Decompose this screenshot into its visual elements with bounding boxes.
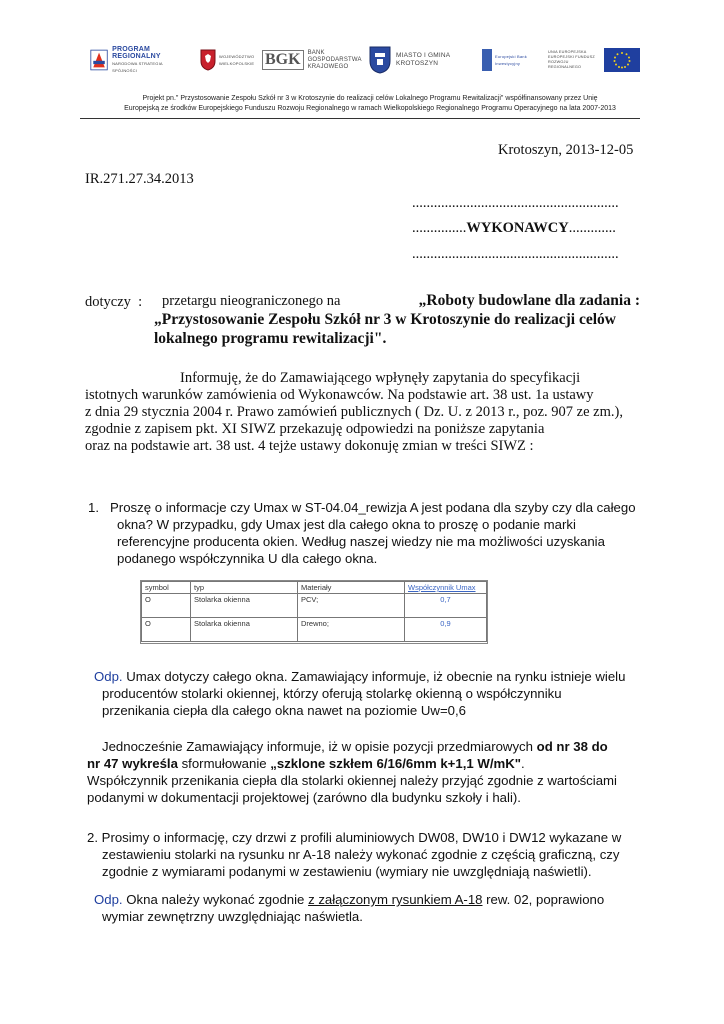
project-caption-line1: Projekt pn." Przystosowanie Zespołu Szkół nr 3 w Krotoszynie do realizacji celów Lokalnego Programu Rewitalizacji" współfinansowany przez Unię [142,95,598,102]
table-cell: Stolarka okienna [191,594,298,618]
city-crest-icon [368,45,392,75]
a1-p2-line-1 [102,738,608,756]
a1-p2-line-4: podanymi w dokumentacji projektowej (zarówno dla budynku szkoły i hali). [87,790,521,805]
a1-p2-bold-strike: nr 47 wykreśla [87,756,178,771]
a1-line-2: producentów stolarki okiennej, którzy oferują stolarkę okienną o współczynniku [102,686,562,701]
a1-p2-line-3: Współczynnik przenikania ciepła dla stolarki okiennej należy przyjąć zgodnie z wartościami [87,773,617,788]
address-line-1: ......................................................... [412,195,619,211]
subject-label-text: dotyczy [85,294,131,310]
table-cell: PCV; [298,594,405,618]
intro-line-3: z dnia 29 stycznia 2004 r. Prawo zamówień publicznych ( Dz. U. z 2013 r., poz. 907 ze zm.), [85,404,623,420]
table-cell: 0,9 [405,618,487,642]
krotoszyn-text: MIASTO I GMINA KROTOSZYN [396,52,450,67]
reference-number: IR.271.27.34.2013 [85,171,194,187]
table-header-cell: symbol [142,582,191,594]
ebi-logo [482,42,532,78]
subject-title-2: „Przystosowanie Zespołu Szkół nr 3 w Krotoszynie do realizacji celów [154,311,616,328]
q1-line-3: referencyjne producenta okien. Według naszej wiedzy nie ma możliwości uzyskania [117,534,605,549]
intro-line-1: Informuję, że do Zamawiającego wpłynęły zapytania do specyfikacji [180,370,581,386]
table-row [142,594,487,618]
table-header-cell: Współczynnik Umax [405,582,487,594]
table-cell: O [142,594,191,618]
q1-line-2: okna? W przypadku, gdy Umax jest dla całego okna to proszę o podanie marki [117,517,576,532]
answer-label: Odp. [94,892,123,907]
table-cell: 0,7 [405,594,487,618]
answer-label: Odp. [94,669,123,684]
a1-p2-period: . [521,756,525,771]
ebi-icon [482,49,492,71]
table-header-cell: Materiały [298,582,405,594]
a1-p2-bold-range: od nr 38 do [536,739,608,754]
table-cell: O [142,618,191,642]
window-table [141,581,487,642]
a1-p2-line-2 [87,755,525,773]
q1-line-4: podanego współczynnika U dla całego okna. [117,551,378,566]
intro-line-2: istotnych warunków zamówienia od Wykonawców. Na podstawie art. 38 ust. 1a ustawy [85,387,594,403]
subject-title-1: „Roboty budowlane dla zadania : [418,292,640,309]
address-prefix: ............... [412,220,467,236]
addressee: WYKONAWCY [466,220,569,236]
program-regionalny-text: PROGRAM REGIONALNY [112,46,161,60]
eu-text: UNIA EUROPEJSKA EUROPEJSKI FUNDUSZ ROZWOJU REGIONALNEGO [548,50,595,69]
q2-line-3: zgodnie z wymiarami podanymi w zestawieniu (wymiary nie uwzględniają naświetli). [102,864,592,879]
wielkopolska-logo [200,42,258,78]
address-line-2 [412,220,616,238]
q2-line-1: 2. Prosimy o informację, czy drzwi z profili aluminiowych DW08, DW10 i DW12 wykazane w [87,830,622,845]
subject-text: przetargu nieograniczonego na [162,293,341,309]
subject-title-3: lokalnego programu rewitalizacji". [154,330,387,347]
ebi-text: Europejski Bank Inwestycyjny [495,54,527,66]
a2-text-2: rew. 02, poprawiono [482,892,605,907]
wielkopolska-text: WOJEWÓDZTWO WIELKOPOLSKIE [219,54,255,66]
eu-flag-icon [604,48,640,72]
eu-logo [548,42,650,78]
table-cell: Stolarka okienna [191,618,298,642]
a1-p2-text: Jednocześnie Zamawiający informuje, iż w opisie pozycji przedmiarowych [102,739,537,754]
project-caption-line2: Europejską ze środków Europejskiego Funduszu Rozwoju Regionalnego w ramach Wielkopolskiego Regionalnego Programu Operacyjnego na lata 2007-2013 [124,105,616,112]
coat-of-arms-icon [200,49,216,71]
a2-line-2: wymiar zewnętrzny uwzględniając naświetla. [102,909,363,924]
subject-line-1 [162,292,640,311]
program-regionalny-sub: NARODOWA STRATEGIA SPÓJNOŚCI [112,61,163,73]
bgk-mark: BGK [262,50,304,70]
a2-underlined-ref: z załączonym rysunkiem A-18 [308,892,483,907]
a1-text-1: Umax dotyczy całego okna. Zamawiający informuje, iż obecnie na rynku istnieje wielu [122,669,626,684]
program-regionalny-logo [90,42,185,78]
a2-text-1: Okna należy wykonać zgodnie [122,892,309,907]
intro-line-4: zgodnie z zapisem pkt. XI SIWZ przekazuję odpowiedzi na poniższe zapytania [85,421,545,437]
window-table-image [140,580,488,644]
a1-p2-bold-phrase: „szklone szkłem 6/16/6mm k+1,1 W/mK" [270,756,521,771]
bgk-logo [262,42,362,78]
q2-line-2: zestawieniu stolarki na rysunku nr A-18 należy wykonać zgodnie z częścią graficzną, czy [102,847,620,862]
table-header-row [142,582,487,594]
a2-line-1 [94,891,604,909]
a1-p2-text-2: sformułowanie [177,756,271,771]
intro-line-5: oraz na podstawie art. 38 ust. 4 tejże ustawy dokonuję zmian w treści SIWZ : [85,438,534,454]
a1-line-3: przenikania ciepła dla całego okna nawet na poziomie Uw=0,6 [102,703,466,718]
address-suffix: ............. [568,220,616,236]
program-regionalny-icon [90,47,108,73]
table-cell: Drewno; [298,618,405,642]
krotoszyn-logo [368,42,458,78]
table-header-cell: typ [191,582,298,594]
table-row [142,618,487,642]
bgk-text: BANK GOSPODARSTWA KRAJOWEGO [307,49,362,70]
address-line-3: ......................................................... [412,246,619,262]
a1-line-1 [94,668,640,686]
q1-line-1: Proszę o informacje czy Umax w ST-04.04_rewizja A jest podana dla szyby czy dla całego [110,500,636,515]
place-date: Krotoszyn, 2013-12-05 [498,142,634,158]
subject-label [85,294,142,312]
header-divider [80,118,640,119]
logo-row [90,42,650,80]
project-caption [80,94,660,114]
q1-number: 1. [88,500,99,515]
subject-colon: : [138,294,143,310]
